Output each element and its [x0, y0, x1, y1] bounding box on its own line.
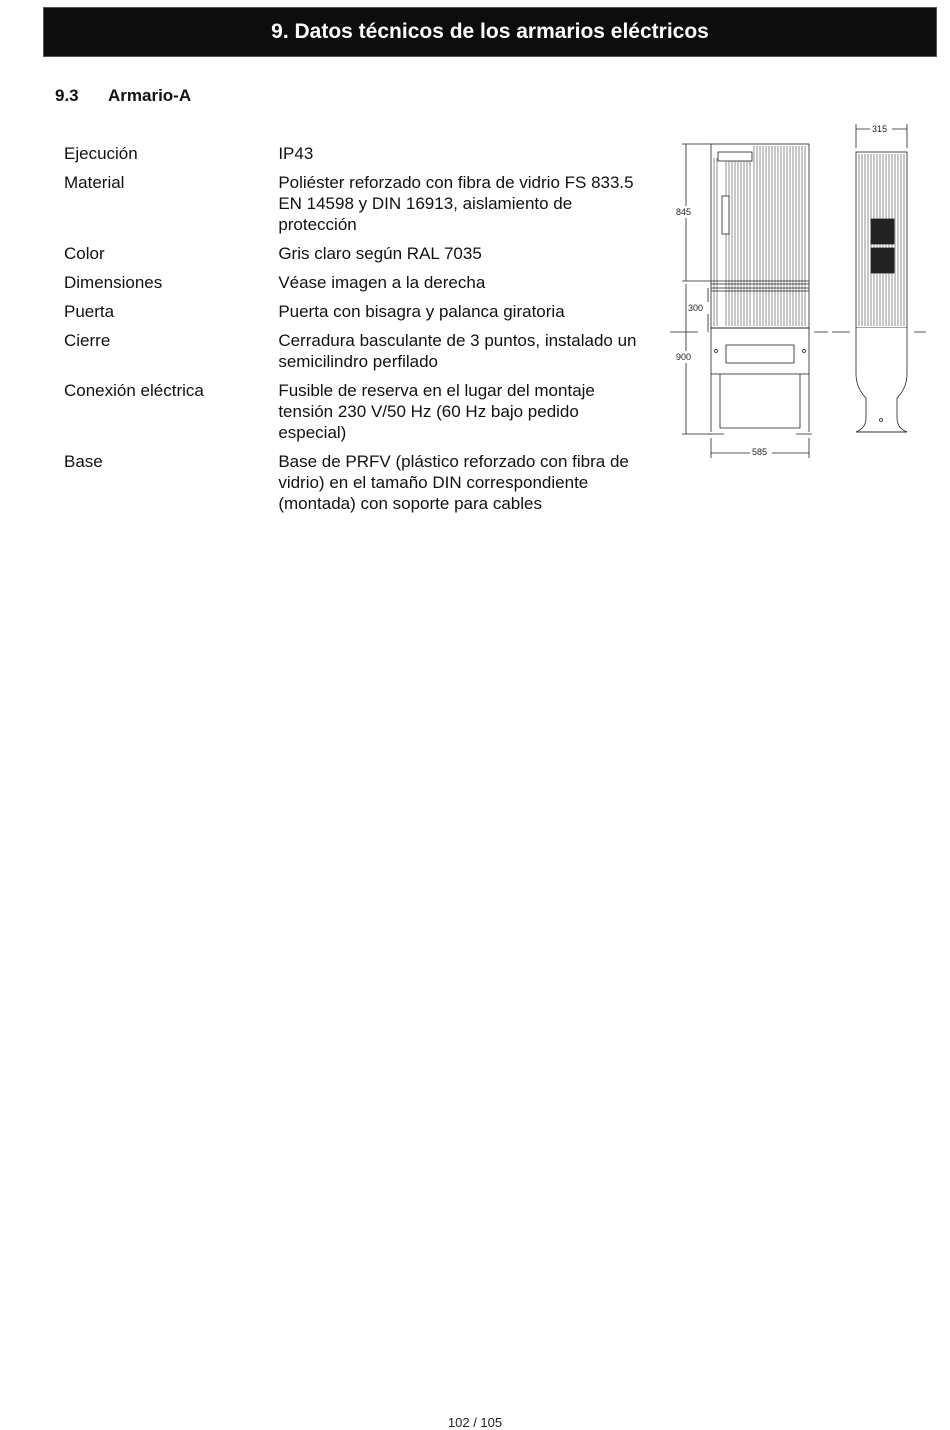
- spec-value: Poliéster reforzado con fibra de vidrio FS 833.5 EN 14598 y DIN 16913, aislamiento de protección: [278, 173, 634, 234]
- spec-value: Cerradura basculante de 3 puntos, instalado un semicilindro perfilado: [278, 331, 637, 371]
- side-vent-upper: [871, 219, 894, 244]
- chapter-title-bar: [43, 7, 937, 57]
- spec-label: Dimensiones: [64, 273, 163, 292]
- spec-label: Base: [64, 452, 103, 471]
- spec-label: Material: [64, 173, 125, 192]
- spec-row: [64, 172, 644, 243]
- spec-row: [64, 243, 644, 272]
- front-top-panel: [718, 152, 752, 161]
- spec-row: [64, 301, 644, 330]
- spec-row: [64, 330, 644, 380]
- spec-value: Fusible de reserva en el lugar del montaje tensión 230 V/50 Hz (60 Hz bajo pedido especial): [278, 381, 595, 442]
- spec-table: [64, 143, 644, 522]
- spec-label: Color: [64, 244, 105, 263]
- spec-value: Base de PRFV (plástico reforzado con fibra de vidrio) en el tamaño DIN correspondiente (montada) con soporte para cables: [278, 452, 629, 513]
- dim-label-315: 315: [872, 124, 888, 134]
- section-heading: [55, 86, 191, 106]
- spec-label: Conexión eléctrica: [64, 381, 204, 400]
- dim-label-900: 900: [676, 352, 692, 362]
- spec-value: Gris claro según RAL 7035: [278, 244, 482, 263]
- spec-row: [64, 451, 644, 522]
- spec-row: [64, 143, 644, 172]
- dim-label-300: 300: [688, 303, 704, 313]
- base-label-plate: [726, 345, 794, 363]
- side-base: [856, 328, 907, 432]
- chapter-title: Datos técnicos de los armarios eléctricos: [294, 20, 709, 43]
- dim-label-585: 585: [752, 447, 768, 457]
- dim-label-845: 845: [676, 207, 692, 217]
- spec-row: [64, 380, 644, 451]
- spec-value: Véase imagen a la derecha: [278, 273, 486, 292]
- cabinet-technical-drawing: [668, 118, 928, 463]
- spec-label: Ejecución: [64, 144, 138, 163]
- front-base-legs: [711, 374, 809, 432]
- spec-label: Puerta: [64, 302, 115, 321]
- side-vent-lower: [871, 248, 894, 273]
- front-cabinet-ribs: [714, 146, 805, 326]
- chapter-separator: .: [282, 20, 295, 43]
- section-title: Armario-A: [108, 86, 192, 105]
- spec-value: Puerta con bisagra y palanca giratoria: [278, 302, 565, 321]
- page-number: 102 / 105: [447, 1415, 503, 1430]
- spec-label: Cierre: [64, 331, 111, 350]
- spec-value: IP43: [278, 144, 314, 163]
- door-handle: [722, 196, 729, 234]
- section-number: 9.3: [55, 86, 79, 105]
- spec-row: [64, 272, 644, 301]
- chapter-number: 9: [271, 20, 283, 43]
